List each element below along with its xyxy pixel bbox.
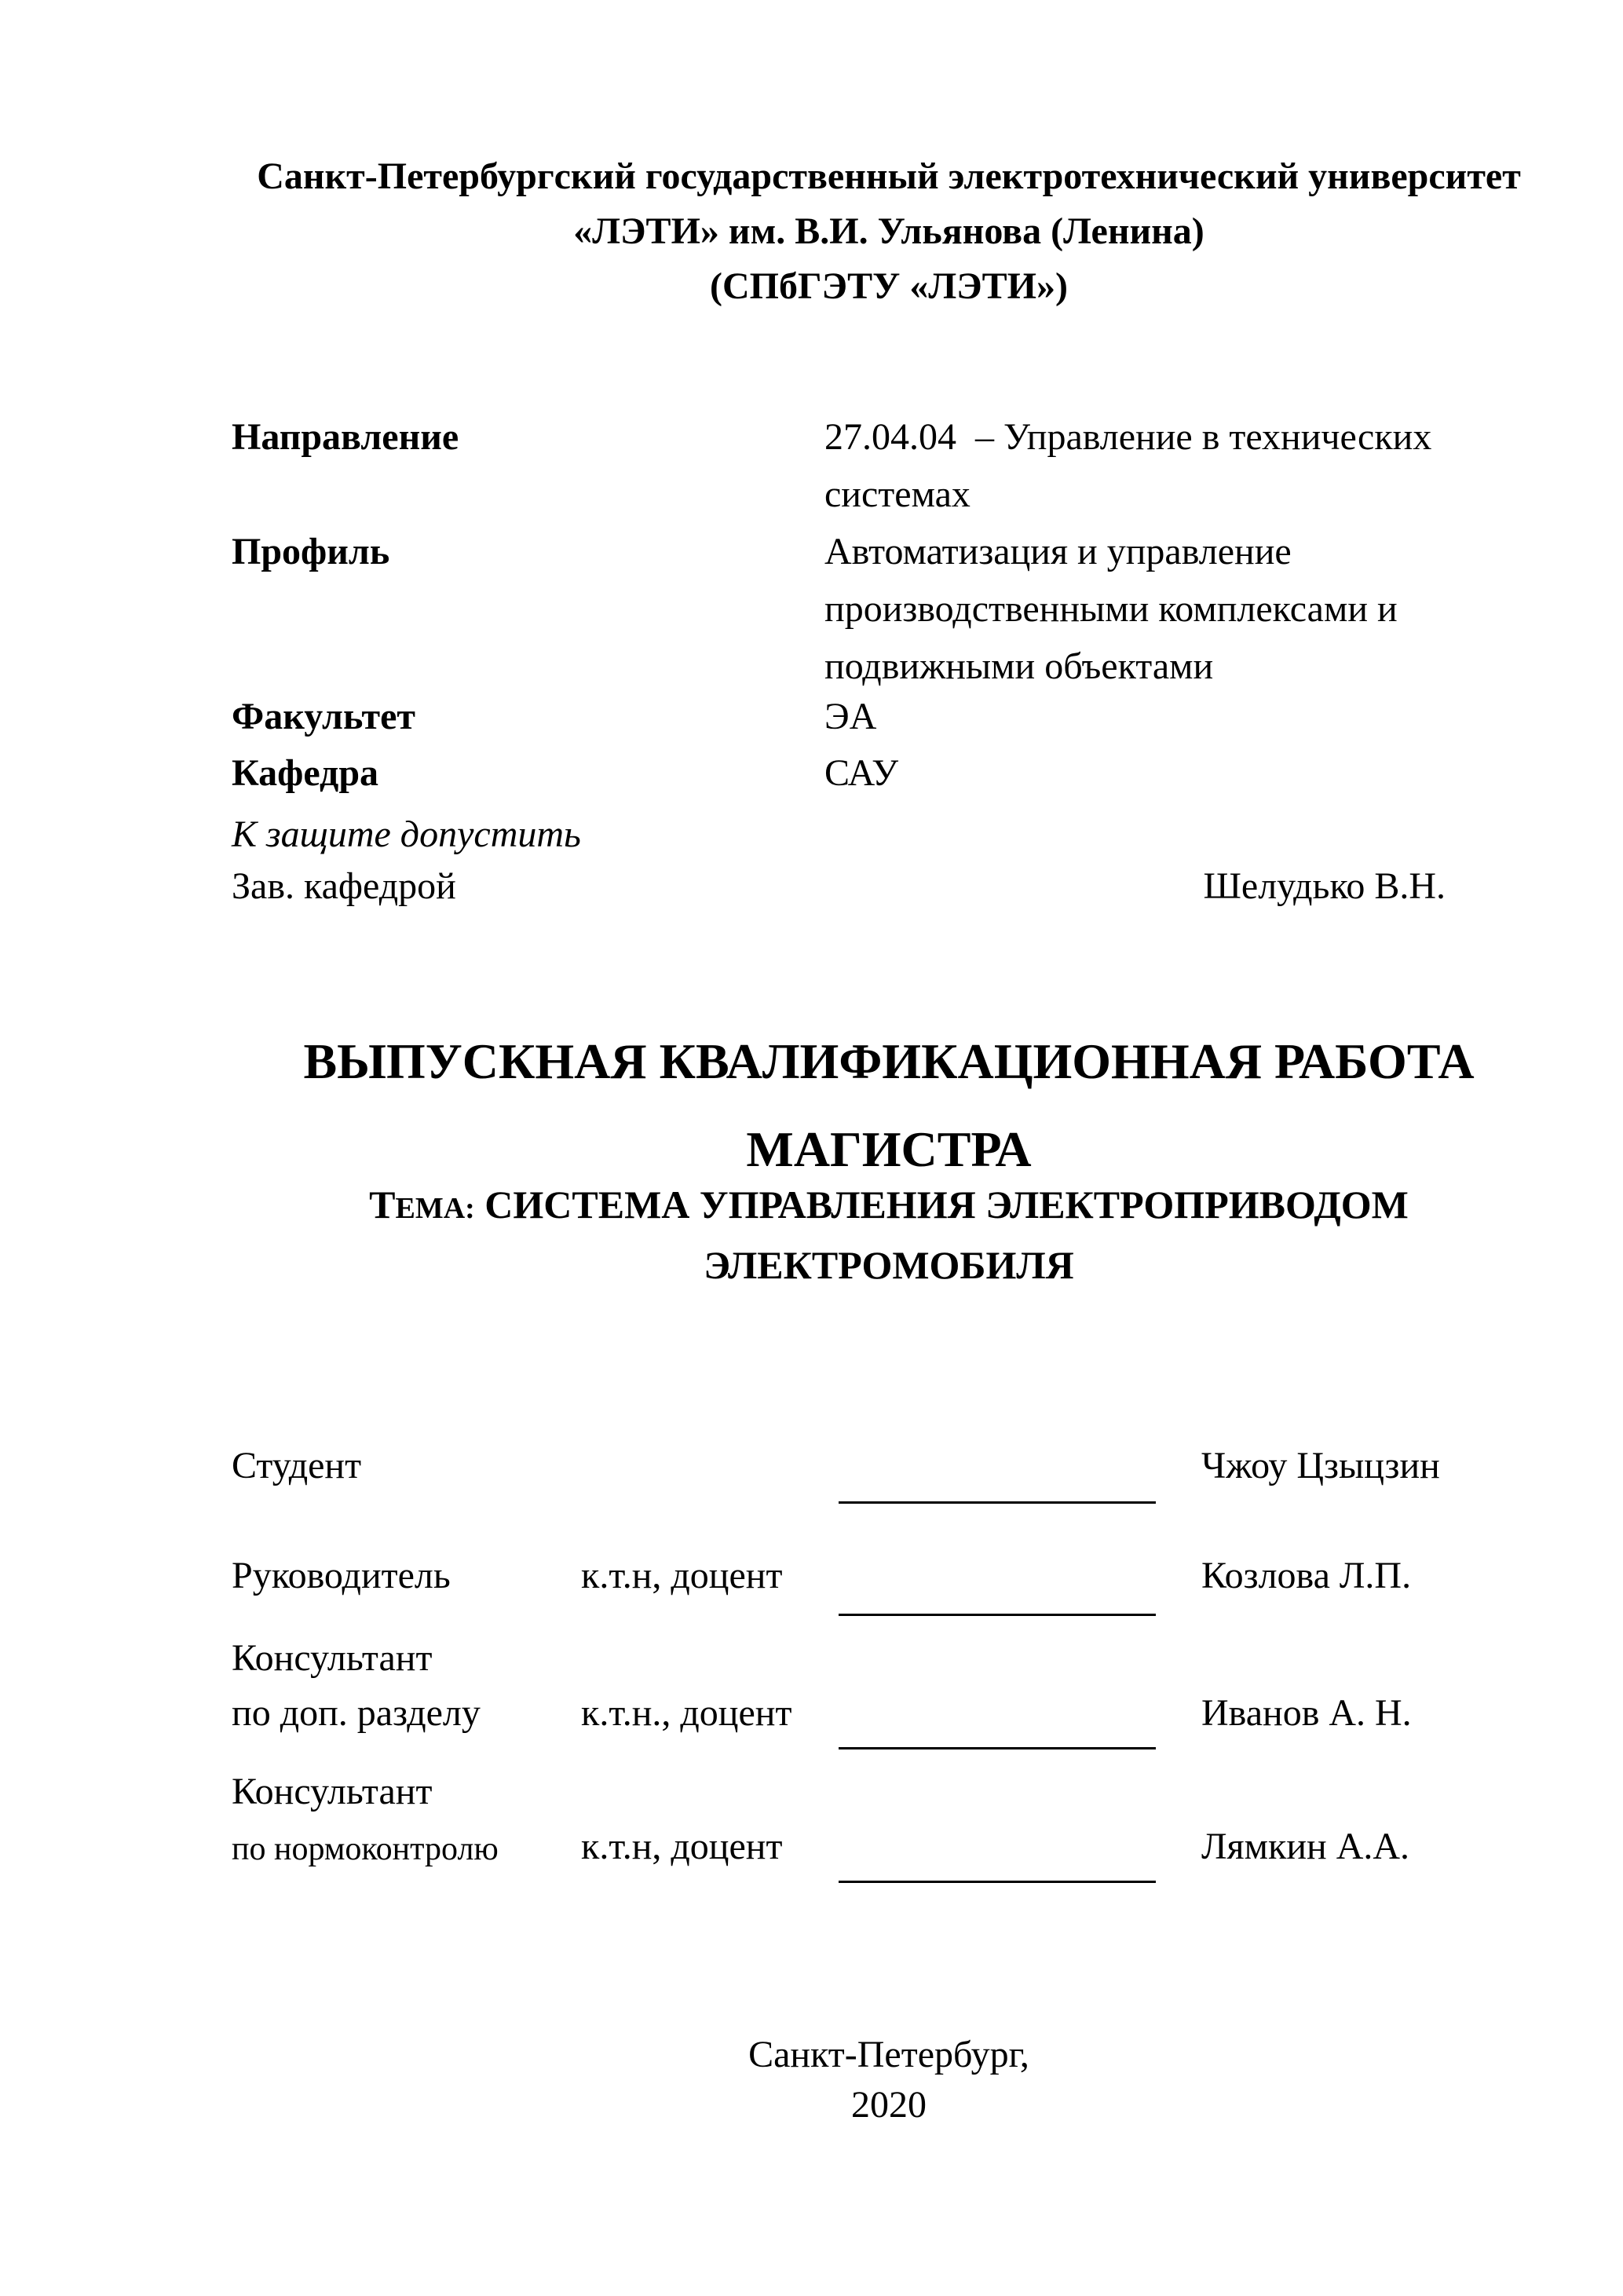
signature-line bbox=[839, 1614, 1156, 1616]
footer-year: 2020 bbox=[851, 2084, 927, 2126]
signature-name: Иванов А. Н. bbox=[1201, 1692, 1412, 1734]
signature-name: Чжоу Цзыцзин bbox=[1201, 1445, 1440, 1486]
signature-role: Консультант bbox=[232, 1637, 433, 1679]
signature-line bbox=[839, 1881, 1156, 1883]
signature-role: Руководитель bbox=[232, 1555, 451, 1596]
theme-text-wrap bbox=[331, 1176, 1446, 1293]
admission-block bbox=[232, 809, 1546, 912]
theme-text: СИСТЕМА УПРАВЛЕНИЯ ЭЛЕКТРОПРИВОДОМ ЭЛЕКТРОМОБИЛЯ bbox=[474, 1183, 1409, 1287]
theme-label-rest: ЕМА: bbox=[395, 1192, 475, 1225]
direction-label: Направление bbox=[232, 416, 459, 458]
signature-name: Козлова Л.П. bbox=[1201, 1555, 1412, 1596]
university-name-line2: «ЛЭТИ» им. В.И. Ульянова (Ленина) bbox=[573, 210, 1204, 252]
signature-degree: к.т.н., доцент bbox=[581, 1692, 792, 1734]
signature-degree: к.т.н, доцент bbox=[581, 1555, 783, 1596]
profile-label: Профиль bbox=[232, 531, 390, 572]
department-label: Кафедра bbox=[232, 752, 379, 794]
department-head-name: Шелудько В.Н. bbox=[1203, 865, 1446, 907]
department-head-row bbox=[232, 861, 1546, 912]
work-title-line1: ВЫПУСКНАЯ КВАЛИФИКАЦИОННАЯ РАБОТА bbox=[303, 1033, 1475, 1089]
signature-row-consultant-normcontrol bbox=[232, 1763, 1546, 1951]
faculty-label: Факультет bbox=[232, 696, 415, 737]
theme-label-initial: Т bbox=[369, 1183, 396, 1227]
signature-line bbox=[839, 1501, 1156, 1504]
admission-permit-line: К защите допустить bbox=[232, 813, 581, 855]
signature-role-line2: по нормоконтролю bbox=[232, 1831, 499, 1867]
work-title-line2: МАГИСТРА bbox=[746, 1121, 1032, 1177]
university-name-line3: (СПбГЭТУ «ЛЭТИ») bbox=[710, 265, 1068, 307]
signature-role: Студент bbox=[232, 1445, 362, 1486]
direction-value: 27.04.04 – Управление в технических системах bbox=[824, 416, 1432, 515]
signature-degree: к.т.н, доцент bbox=[581, 1826, 783, 1867]
department-value: САУ bbox=[824, 752, 899, 794]
signature-name: Лямкин А.А. bbox=[1201, 1826, 1410, 1867]
signature-role: Консультант bbox=[232, 1771, 433, 1812]
department-head-label: Зав. кафедрой bbox=[232, 865, 456, 907]
footer-city: Санкт-Петербург, bbox=[748, 2034, 1029, 2075]
work-title bbox=[232, 1018, 1546, 1194]
university-header bbox=[232, 149, 1546, 314]
footer-block bbox=[232, 2030, 1546, 2130]
profile-value: Автоматизация и управление производственными комплексами и подвижными объектами bbox=[824, 531, 1398, 687]
theme-block bbox=[232, 1176, 1546, 1293]
signature-role-line2: по доп. разделу bbox=[232, 1692, 481, 1734]
university-name-line1: Санкт-Петербургский государственный электротехнический университет bbox=[257, 155, 1521, 197]
faculty-value: ЭА bbox=[824, 696, 877, 737]
signature-line bbox=[839, 1747, 1156, 1749]
